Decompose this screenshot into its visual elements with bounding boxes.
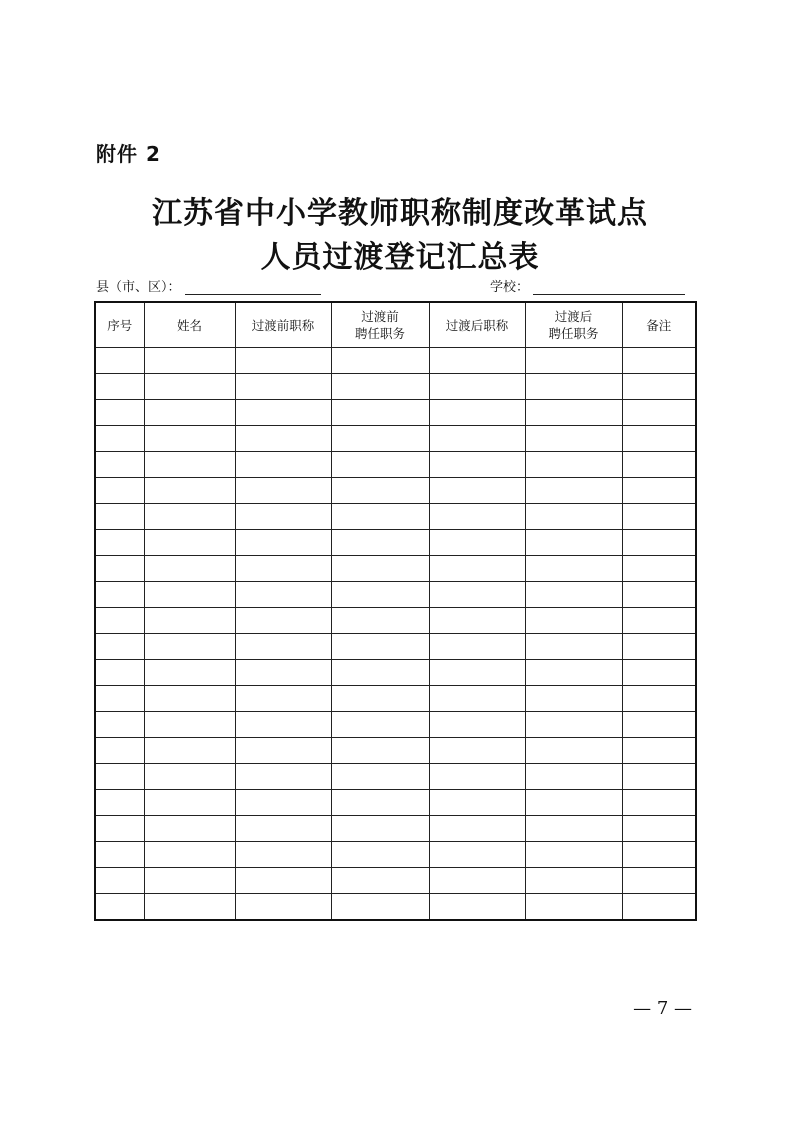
table-cell[interactable] — [144, 686, 235, 712]
table-cell[interactable] — [525, 400, 622, 426]
table-cell[interactable] — [144, 530, 235, 556]
table-cell[interactable] — [525, 478, 622, 504]
table-cell[interactable] — [235, 816, 331, 842]
table-cell[interactable] — [429, 556, 525, 582]
table-cell[interactable] — [622, 400, 696, 426]
table-cell[interactable] — [144, 842, 235, 868]
table-row — [95, 400, 696, 426]
table-cell[interactable] — [144, 816, 235, 842]
table-cell[interactable] — [429, 894, 525, 921]
table-cell[interactable] — [95, 556, 144, 582]
table-cell[interactable] — [622, 790, 696, 816]
table-cell[interactable] — [429, 686, 525, 712]
table-row — [95, 764, 696, 790]
table-cell[interactable] — [235, 556, 331, 582]
header-serial-number: 序号 — [95, 302, 144, 348]
table-cell[interactable] — [525, 738, 622, 764]
table-row — [95, 504, 696, 530]
table-cell[interactable] — [622, 816, 696, 842]
table-cell[interactable] — [525, 426, 622, 452]
document-title-line-1: 江苏省中小学教师职称制度改革试点 — [152, 196, 648, 231]
table-cell[interactable] — [525, 868, 622, 894]
table-cell[interactable] — [144, 868, 235, 894]
table-cell[interactable] — [331, 608, 429, 634]
table-cell[interactable] — [525, 556, 622, 582]
table-cell[interactable] — [95, 426, 144, 452]
header-remarks: 备注 — [622, 302, 696, 348]
table-cell[interactable] — [525, 764, 622, 790]
table-cell[interactable] — [622, 582, 696, 608]
county-label: 县（市、区）： — [96, 280, 181, 295]
table-cell[interactable] — [622, 452, 696, 478]
table-cell[interactable] — [429, 712, 525, 738]
table-cell[interactable] — [622, 686, 696, 712]
table-row — [95, 790, 696, 816]
table-cell[interactable] — [331, 504, 429, 530]
table-cell[interactable] — [95, 374, 144, 400]
table-row — [95, 582, 696, 608]
table-row — [95, 660, 696, 686]
table-cell[interactable] — [95, 504, 144, 530]
table-cell[interactable] — [622, 894, 696, 921]
table-cell[interactable] — [622, 842, 696, 868]
table-cell[interactable] — [429, 530, 525, 556]
table-cell[interactable] — [622, 426, 696, 452]
register-table — [94, 301, 697, 921]
table-cell[interactable] — [429, 374, 525, 400]
table-cell[interactable] — [429, 426, 525, 452]
table-cell[interactable] — [429, 764, 525, 790]
table-cell[interactable] — [95, 608, 144, 634]
table-cell[interactable] — [144, 452, 235, 478]
table-cell[interactable] — [525, 660, 622, 686]
table-cell[interactable] — [331, 452, 429, 478]
table-cell[interactable] — [429, 816, 525, 842]
table-cell[interactable] — [144, 894, 235, 921]
table-cell[interactable] — [235, 842, 331, 868]
table-cell[interactable] — [144, 738, 235, 764]
table-cell[interactable] — [95, 842, 144, 868]
table-cell[interactable] — [235, 660, 331, 686]
table-cell[interactable] — [525, 504, 622, 530]
table-row — [95, 738, 696, 764]
table-cell[interactable] — [429, 452, 525, 478]
table-cell[interactable] — [235, 478, 331, 504]
table-cell[interactable] — [235, 348, 331, 374]
table-cell[interactable] — [235, 374, 331, 400]
table-row — [95, 686, 696, 712]
table-cell[interactable] — [95, 816, 144, 842]
attachment-label: 附件 2 — [96, 142, 161, 166]
table-cell[interactable] — [95, 478, 144, 504]
table-cell[interactable] — [144, 764, 235, 790]
school-field — [490, 276, 685, 295]
table-cell[interactable] — [525, 790, 622, 816]
table-cell[interactable] — [525, 686, 622, 712]
header-title-after: 过渡后职称 — [429, 302, 525, 348]
table-cell[interactable] — [622, 374, 696, 400]
table-cell[interactable] — [144, 400, 235, 426]
table-cell[interactable] — [429, 842, 525, 868]
table-body — [95, 348, 696, 921]
table-cell[interactable] — [235, 582, 331, 608]
table-cell[interactable] — [95, 400, 144, 426]
table-cell[interactable] — [331, 816, 429, 842]
table-cell[interactable] — [95, 634, 144, 660]
table-cell[interactable] — [429, 348, 525, 374]
table-cell[interactable] — [95, 660, 144, 686]
table-cell[interactable] — [235, 790, 331, 816]
table-cell[interactable] — [144, 374, 235, 400]
page-number: — 7 — — [633, 998, 692, 1019]
table-cell[interactable] — [95, 712, 144, 738]
table-cell[interactable] — [95, 738, 144, 764]
table-cell[interactable] — [331, 374, 429, 400]
table-cell[interactable] — [235, 608, 331, 634]
table-cell[interactable] — [235, 452, 331, 478]
table-cell[interactable] — [525, 634, 622, 660]
table-cell[interactable] — [331, 348, 429, 374]
table-cell[interactable] — [235, 764, 331, 790]
table-cell[interactable] — [144, 582, 235, 608]
table-cell[interactable] — [622, 712, 696, 738]
table-cell[interactable] — [235, 712, 331, 738]
table-cell[interactable] — [525, 712, 622, 738]
header-title-before: 过渡前职称 — [235, 302, 331, 348]
table-cell[interactable] — [622, 738, 696, 764]
table-cell[interactable] — [144, 608, 235, 634]
table-row — [95, 712, 696, 738]
table-cell[interactable] — [95, 452, 144, 478]
table-row — [95, 816, 696, 842]
table-cell[interactable] — [429, 738, 525, 764]
table-cell[interactable] — [95, 530, 144, 556]
form-fields — [96, 276, 692, 296]
county-field — [96, 276, 321, 295]
table-cell[interactable] — [331, 712, 429, 738]
header-post-after: 过渡后 聘任职务 — [525, 302, 622, 348]
table-cell[interactable] — [235, 504, 331, 530]
table-header-row — [95, 302, 696, 348]
table-cell[interactable] — [331, 842, 429, 868]
table-cell[interactable] — [235, 868, 331, 894]
table-cell[interactable] — [235, 738, 331, 764]
table-cell[interactable] — [331, 400, 429, 426]
table-cell[interactable] — [331, 738, 429, 764]
table-cell[interactable] — [331, 764, 429, 790]
table-row — [95, 478, 696, 504]
table-cell[interactable] — [331, 660, 429, 686]
table-cell[interactable] — [331, 868, 429, 894]
table-cell[interactable] — [331, 686, 429, 712]
header-name: 姓名 — [144, 302, 235, 348]
table-row — [95, 634, 696, 660]
table-cell[interactable] — [235, 530, 331, 556]
table-cell[interactable] — [331, 478, 429, 504]
table-cell[interactable] — [95, 348, 144, 374]
table-cell[interactable] — [144, 348, 235, 374]
table-cell[interactable] — [622, 764, 696, 790]
table-cell[interactable] — [331, 426, 429, 452]
table-cell[interactable] — [331, 582, 429, 608]
table-cell[interactable] — [429, 400, 525, 426]
table-cell[interactable] — [235, 686, 331, 712]
table-cell[interactable] — [95, 790, 144, 816]
table-cell[interactable] — [235, 426, 331, 452]
table-cell[interactable] — [144, 712, 235, 738]
table-cell[interactable] — [144, 660, 235, 686]
table-cell[interactable] — [235, 400, 331, 426]
table-cell[interactable] — [331, 634, 429, 660]
table-cell[interactable] — [95, 868, 144, 894]
table-cell[interactable] — [525, 452, 622, 478]
table-cell[interactable] — [525, 374, 622, 400]
table-cell[interactable] — [144, 478, 235, 504]
table-cell[interactable] — [429, 608, 525, 634]
table-row — [95, 894, 696, 921]
school-label: 学校： — [490, 280, 530, 295]
table-cell[interactable] — [525, 582, 622, 608]
table-cell[interactable] — [622, 634, 696, 660]
table-cell[interactable] — [525, 608, 622, 634]
table-cell[interactable] — [144, 504, 235, 530]
table-cell[interactable] — [235, 894, 331, 921]
table-cell[interactable] — [429, 582, 525, 608]
table-cell[interactable] — [622, 608, 696, 634]
table-cell[interactable] — [622, 504, 696, 530]
table-cell[interactable] — [429, 634, 525, 660]
school-blank-line[interactable] — [533, 280, 685, 295]
table-cell[interactable] — [525, 816, 622, 842]
table-cell[interactable] — [144, 426, 235, 452]
table-cell[interactable] — [525, 842, 622, 868]
table-cell[interactable] — [429, 868, 525, 894]
table-cell[interactable] — [331, 530, 429, 556]
table-cell[interactable] — [622, 556, 696, 582]
table-row — [95, 374, 696, 400]
table-cell[interactable] — [144, 556, 235, 582]
county-blank-line[interactable] — [185, 280, 321, 295]
table-cell[interactable] — [429, 790, 525, 816]
table-row — [95, 608, 696, 634]
table-cell[interactable] — [331, 894, 429, 921]
table-cell[interactable] — [95, 686, 144, 712]
table-cell[interactable] — [622, 478, 696, 504]
table-cell[interactable] — [525, 530, 622, 556]
table-cell[interactable] — [429, 504, 525, 530]
table-cell[interactable] — [144, 634, 235, 660]
table-cell[interactable] — [622, 660, 696, 686]
table-cell[interactable] — [95, 582, 144, 608]
table-row — [95, 868, 696, 894]
table-row — [95, 842, 696, 868]
table-cell[interactable] — [525, 894, 622, 921]
table-cell[interactable] — [429, 478, 525, 504]
table-cell[interactable] — [235, 634, 331, 660]
table-row — [95, 530, 696, 556]
table-cell[interactable] — [95, 764, 144, 790]
table-cell[interactable] — [331, 556, 429, 582]
table-cell[interactable] — [525, 348, 622, 374]
document-title-line-2: 人员过渡登记汇总表 — [260, 240, 540, 275]
table-cell[interactable] — [622, 348, 696, 374]
table-row — [95, 452, 696, 478]
table-cell[interactable] — [144, 790, 235, 816]
table-row — [95, 426, 696, 452]
table-cell[interactable] — [622, 868, 696, 894]
table-row — [95, 556, 696, 582]
header-post-before: 过渡前 聘任职务 — [331, 302, 429, 348]
table-cell[interactable] — [622, 530, 696, 556]
table-row — [95, 348, 696, 374]
table-cell[interactable] — [331, 790, 429, 816]
table-cell[interactable] — [95, 894, 144, 921]
table-cell[interactable] — [429, 660, 525, 686]
